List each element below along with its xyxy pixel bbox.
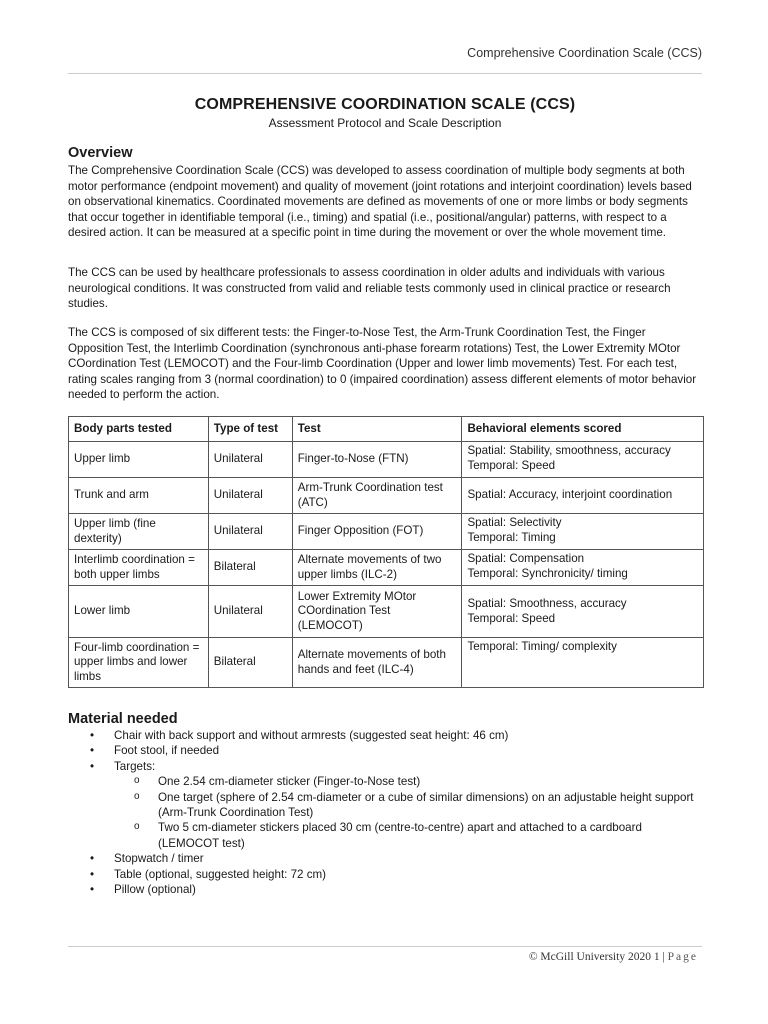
table-row [69, 550, 704, 586]
cell-type: Unilateral [208, 478, 292, 514]
be-temporal: Temporal: Speed [467, 458, 556, 472]
sub-list-item: o One target (sphere of 2.54 cm-diameter or a cube of similar dimensions) on an adjustable height support (Arm-Trunk Coordination Test) [114, 790, 704, 821]
cell-test: Alternate movements of both hands and feet (ILC-4) [292, 638, 462, 688]
footer-divider [68, 946, 702, 947]
cell-type: Unilateral [208, 586, 292, 638]
sub-list-item: o One 2.54 cm-diameter sticker (Finger-to-Nose test) [114, 774, 704, 789]
cell-behavioral-elements [462, 478, 704, 514]
overview-paragraph-2: The CCS can be used by healthcare professionals to assess coordination in older adults and individuals with various neurological conditions. It was constructed from valid and reliable tests commonly used in clinical practice or research studies. [68, 266, 671, 311]
header-type-of-test: Type of test [208, 417, 292, 442]
overview-paragraph-3: The CCS is composed of six different tests: the Finger-to-Nose Test, the Arm-Trunk Coordination Test, the Finger Opposition Test, the Interlimb Coordination (synchronous anti-phase forearm rotations) Test, the Lower Extremity MOtor COordination Test (LEMOCOT) and the Four-limb Coordination (Upper and lower limb movements) Test. For each test, rating scales ranging from 3 (normal coordination) to 0 (impaired coordination) assess different elements of motor behavior needed to perform the action. [68, 326, 697, 402]
header-body-parts: Body parts tested [69, 417, 209, 442]
list-item [68, 759, 704, 851]
be-spatial: Spatial: Compensation [467, 552, 585, 565]
cell-behavioral-elements [462, 586, 704, 638]
table-row [69, 514, 704, 550]
cell-behavioral-elements [462, 638, 704, 688]
header-divider [68, 73, 702, 74]
page-number: 1 [653, 951, 660, 963]
cell-behavioral-elements [462, 442, 704, 478]
page-label: Page [667, 951, 698, 963]
overview-heading: Overview [68, 145, 133, 161]
table-header-row [69, 417, 704, 442]
page-footer [529, 951, 698, 963]
be-spatial: Spatial: Selectivity [467, 516, 562, 529]
targets-label: Targets: [114, 759, 156, 773]
cell-test: Lower Extremity MOtor COordination Test (LEMOCOT) [292, 586, 462, 638]
be-temporal: Temporal: Timing [467, 530, 556, 544]
cell-body-parts: Trunk and arm [69, 478, 209, 514]
be-spatial: Spatial: Accuracy, interjoint coordination [467, 488, 673, 502]
targets-sublist [114, 774, 704, 851]
be-temporal: Temporal: Speed [467, 611, 556, 625]
header-behavioral-elements: Behavioral elements scored [462, 417, 704, 442]
cell-body-parts: Upper limb (fine dexterity) [69, 514, 209, 550]
document-subtitle: Assessment Protocol and Scale Description [268, 116, 502, 130]
cell-behavioral-elements [462, 514, 704, 550]
materials-heading: Material needed [68, 711, 178, 727]
list-item: • Table (optional, suggested height: 72 cm) [68, 867, 704, 882]
be-temporal: Temporal: Synchronicity/ timing [467, 566, 628, 580]
cell-body-parts: Four-limb coordination = upper limbs and lower limbs [69, 638, 209, 688]
table-row [69, 442, 704, 478]
be-spatial: Spatial: Smoothness, accuracy [467, 596, 627, 610]
table-row [69, 638, 704, 688]
cell-behavioral-elements [462, 550, 704, 586]
list-item: • Pillow (optional) [68, 882, 704, 897]
list-item: • Chair with back support and without armrests (suggested seat height: 46 cm) [68, 728, 704, 743]
running-header: Comprehensive Coordination Scale (CCS) [467, 46, 702, 60]
be-spatial: Spatial: Stability, smoothness, accuracy [467, 444, 671, 457]
cell-type: Bilateral [208, 550, 292, 586]
be-temporal: Temporal: Timing/ complexity [467, 640, 617, 653]
cell-body-parts: Interlimb coordination = both upper limbs [69, 550, 209, 586]
copyright-text: © McGill University 2020 [528, 951, 651, 963]
list-item: • Foot stool, if needed [68, 743, 704, 758]
table-row [69, 478, 704, 514]
cell-type: Bilateral [208, 638, 292, 688]
header-test: Test [292, 417, 462, 442]
cell-test: Finger-to-Nose (FTN) [292, 442, 462, 478]
cell-test: Arm-Trunk Coordination test (ATC) [292, 478, 462, 514]
page-separator: | [662, 951, 665, 963]
materials-list [68, 728, 704, 897]
cell-type: Unilateral [208, 442, 292, 478]
document-title: COMPREHENSIVE COORDINATION SCALE (CCS) [194, 96, 576, 113]
table-row [69, 586, 704, 638]
sub-list-item: o Two 5 cm-diameter stickers placed 30 cm (centre-to-centre) apart and attached to a cardboard (LEMOCOT test) [114, 820, 704, 851]
list-item: • Stopwatch / timer [68, 851, 704, 866]
cell-type: Unilateral [208, 514, 292, 550]
tests-table [68, 416, 704, 688]
overview-paragraph-1: The Comprehensive Coordination Scale (CCS) was developed to assess coordination of multiple body segments at both motor performance (endpoint movement) and quality of movement (joint rotations and interjoint coordination) levels based on observational kinematics. Coordinated movements are defined as movements of one or more limbs or body segments that occur together in identifiable temporal (i.e., timing) and spatial (i.e., positional/angular) patterns, with respect to a desired action. It can be measured at a specific point in time during the movement or over the whole movement time. [68, 164, 692, 240]
cell-body-parts: Upper limb [69, 442, 209, 478]
cell-test: Finger Opposition (FOT) [292, 514, 462, 550]
cell-body-parts: Lower limb [69, 586, 209, 638]
cell-test: Alternate movements of two upper limbs (ILC-2) [292, 550, 462, 586]
